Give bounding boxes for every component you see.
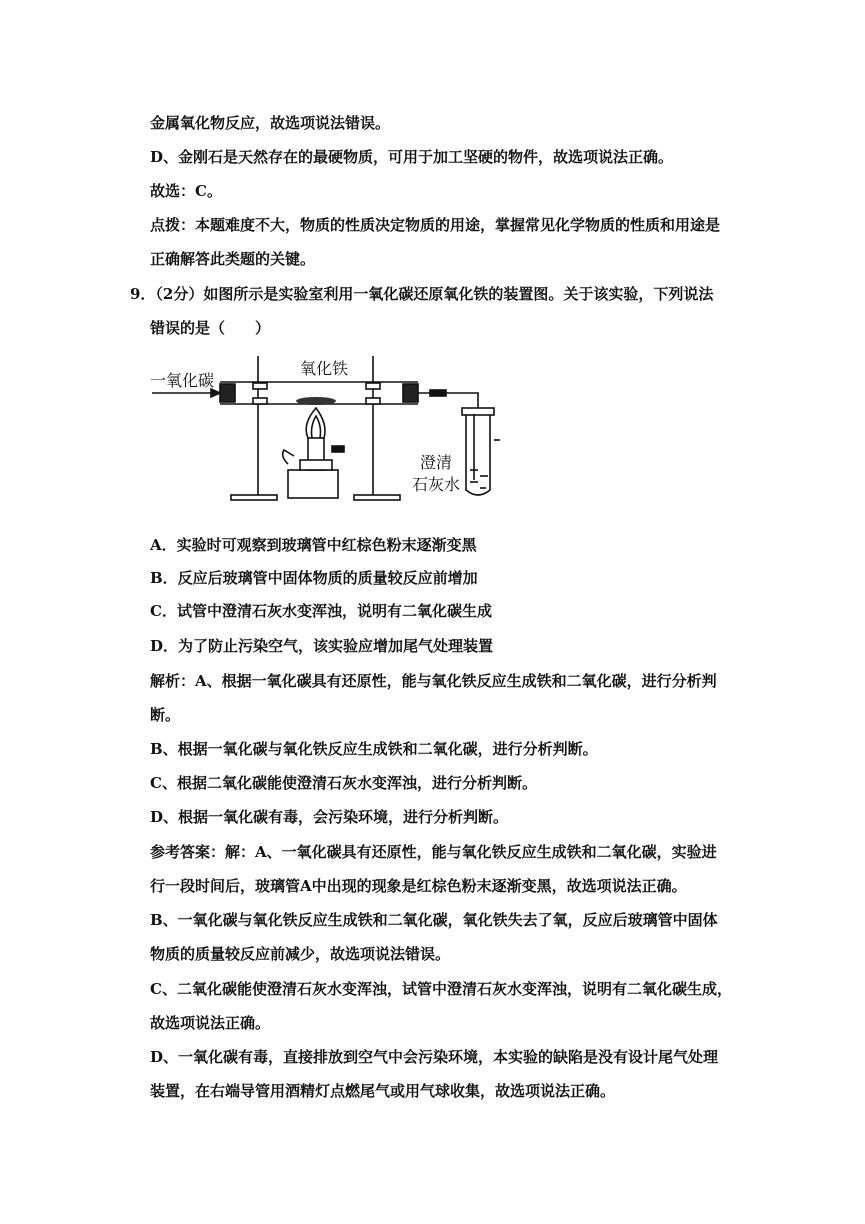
answer-line: C、二氧化碳能使澄清石灰水变浑浊，试管中澄清石灰水变浑浊，说明有二氧化碳生成， xyxy=(150,980,732,998)
answer-line: B、一氧化碳与氧化铁反应生成铁和二氧化碳，氧化铁失去了氧，反应后玻璃管中固体 xyxy=(150,911,718,929)
analysis-line: 断。 xyxy=(150,706,181,724)
label-carbon-monoxide: 一氧化碳 xyxy=(150,371,215,390)
text-line: 金属氧化物反应，故选项说法错误。 xyxy=(150,114,391,132)
lamp-handle xyxy=(283,450,294,464)
answer-line: 行一段时间后，玻璃管A中出现的现象是红棕色粉末逐渐变黑，故选项说法正确。 xyxy=(150,877,687,895)
text-line: 正确解答此类题的关键。 xyxy=(150,250,316,268)
question-stem: 错误的是（ ） xyxy=(150,319,271,337)
stand-base-left xyxy=(231,495,277,500)
answer-line: 物质的质量较反应前减少，故选项说法错误。 xyxy=(150,945,451,963)
option-a: A．实验时可观察到玻璃管中红棕色粉末逐渐变黑 xyxy=(150,536,477,554)
label-limewater-line2: 石灰水 xyxy=(412,475,461,494)
analysis-line: C、根据二氧化碳能使澄清石灰水变浑浊，进行分析判断。 xyxy=(150,774,537,792)
answer-line: 参考答案：解：A、一氧化碳具有还原性，能与氧化铁反应生成铁和二氧化碳，实验进 xyxy=(150,843,717,861)
option-b: B．反应后玻璃管中固体物质的质量较反应前增加 xyxy=(150,569,478,587)
label-limewater-line1: 澄清 xyxy=(420,453,453,472)
option-c: C．试管中澄清石灰水变浑浊，说明有二氧化碳生成 xyxy=(150,602,492,620)
flame xyxy=(306,408,325,438)
outlet-tube xyxy=(418,393,478,408)
analysis-line: B、根据一氧化碳与氧化铁反应生成铁和二氧化碳，进行分析判断。 xyxy=(150,740,598,758)
analysis-line: D、根据一氧化碳有毒，会污染环境，进行分析判断。 xyxy=(150,808,509,826)
label-iron-oxide: 氧化铁 xyxy=(300,359,349,378)
answer-line: 故选项说法正确。 xyxy=(150,1014,271,1032)
stand-base-right xyxy=(354,495,400,500)
co-reduction-apparatus-diagram xyxy=(148,352,510,502)
text-line: D、金刚石是天然存在的最硬物质，可用于加工坚硬的物件，故选项说法正确。 xyxy=(150,148,674,166)
text-line: 故选：C。 xyxy=(150,182,222,200)
text-line: 点拨：本题难度不大，物质的性质决定物质的用途，掌握常见化学物质的性质和用途是 xyxy=(150,216,721,234)
apparatus-figure xyxy=(148,352,510,502)
option-d: D．为了防止污染空气，该实验应增加尾气处理装置 xyxy=(150,637,494,655)
question-stem: 9．（2分）如图所示是实验室利用一氧化碳还原氧化铁的装置图。关于该实验，下列说法 xyxy=(130,285,714,303)
analysis-line: 解析：A、根据一氧化碳具有还原性，能与氧化铁反应生成铁和二氧化碳，进行分析判 xyxy=(150,672,717,690)
answer-line: 装置，在右端导管用酒精灯点燃尾气或用气球收集，故选项说法正确。 xyxy=(150,1082,616,1100)
alcohol-lamp xyxy=(288,470,338,498)
stopper-left xyxy=(220,384,235,402)
answer-line: D、一氧化碳有毒，直接排放到空气中会污染环境，本实验的缺陷是没有设计尾气处理 xyxy=(150,1048,719,1066)
iron-oxide-powder xyxy=(296,397,336,405)
stopper-right xyxy=(403,384,418,402)
